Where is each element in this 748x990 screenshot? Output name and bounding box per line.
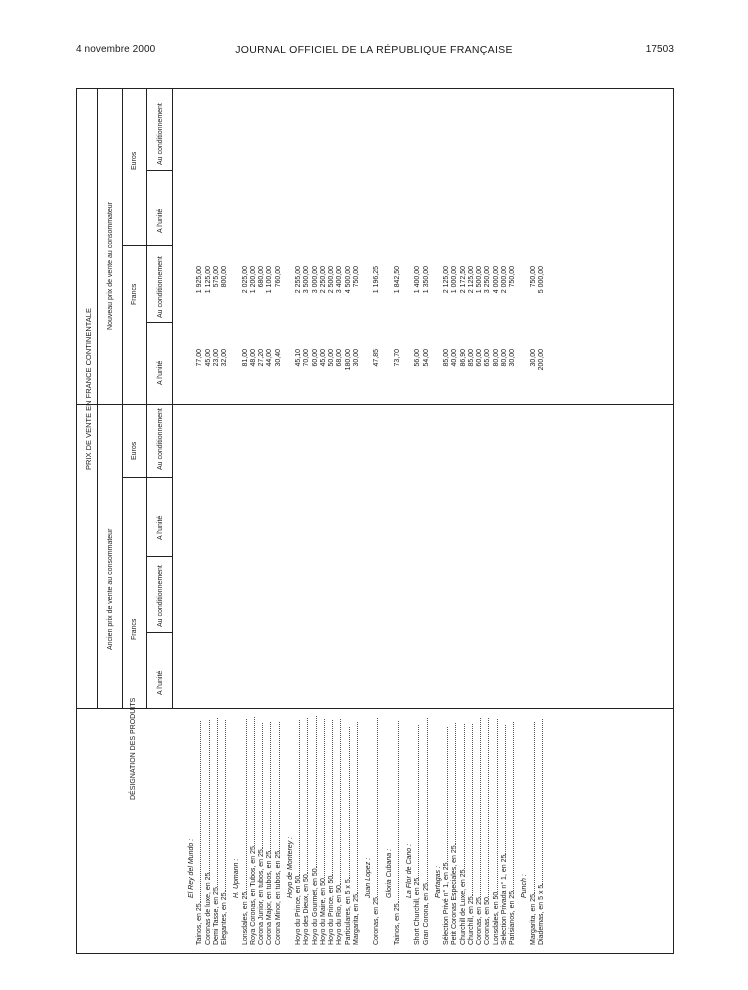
leader-dots (542, 719, 543, 885)
row-unit-price: 48,00 (249, 349, 257, 367)
leader-dots (262, 723, 263, 849)
row-designation (312, 716, 319, 945)
leader-dots (427, 718, 428, 884)
new-price-header: Nouveau prix de vente au consommateur (107, 201, 114, 330)
row-label: Hoyo du Prince, en 50 (328, 875, 335, 945)
row-unit-price: 40,00 (451, 349, 459, 367)
row-label: Hoyo des Dieux, en 50 (303, 874, 311, 945)
row-label: Roya Coronas, en Tubos, en 25 (249, 846, 257, 945)
row-unit-price: 32,00 (221, 349, 228, 367)
row-pack-price: 575,00 (212, 266, 220, 288)
row-pack-price: 4 500,00 (344, 266, 352, 294)
designation-header: DÉSIGNATION DES PRODUITS (130, 697, 137, 800)
row-designation (373, 718, 380, 945)
leader-dots (480, 718, 481, 897)
leader-dots (464, 724, 465, 870)
designation-divider (76, 708, 673, 709)
row-pack-price: 3 250,00 (484, 266, 492, 294)
row-designation (460, 724, 467, 945)
row-label: Coronas de luxe, en 25 (204, 872, 212, 945)
row-pack-price: 2 125,00 (467, 266, 475, 294)
row-pack-price: 1 125,00 (204, 266, 212, 294)
row-designation (484, 718, 491, 945)
row-pack-price: 2 500,00 (328, 266, 335, 294)
row-designation (250, 717, 257, 945)
row-pack-price: 2 255,00 (295, 266, 302, 294)
row-unit-price: 65,00 (484, 349, 492, 367)
leader-dots (200, 721, 201, 903)
row-unit-price: 45,10 (295, 349, 302, 367)
new-euro-unit-header: A l'unité (157, 208, 164, 233)
new-euro-pack-header: Au conditionnement (157, 103, 164, 165)
col-label-rule (172, 88, 173, 708)
rule-old-franc-cols (146, 632, 173, 633)
row-unit-price: 70,00 (303, 349, 311, 367)
new-franc-unit-header: A l'unité (157, 360, 164, 385)
row-unit-price: 81,00 (241, 349, 249, 367)
sub-header-rule (122, 88, 123, 708)
rule-old-francs-euros (122, 477, 173, 478)
row-pack-price: 1 196,25 (373, 266, 381, 294)
row-designation (530, 722, 537, 945)
row-unit-price: 30,00 (352, 349, 360, 367)
row-designation (196, 721, 203, 945)
row-designation (414, 725, 421, 945)
row-designation (423, 718, 430, 945)
row-label: Petit Coronas Especiales, en 25 (451, 845, 459, 945)
old-euro-unit-header: A l'unité (157, 515, 164, 540)
row-label: Corona Junior, en tubos, en 25 (258, 849, 265, 945)
old-francs-header: Francs (131, 618, 138, 640)
row-label: Parisianos, en 25 (509, 890, 516, 945)
row-label: Hoyo du Rio, en 50 (336, 885, 344, 945)
rule-old-euro-mid (146, 556, 173, 557)
row-label: Sélection Privé n° 1, en 25 (443, 862, 450, 945)
leader-dots (398, 721, 399, 903)
row-designation (275, 722, 282, 945)
row-unit-price: 73,70 (393, 349, 401, 367)
leader-dots (349, 727, 350, 879)
row-pack-price: 3 400,00 (336, 266, 344, 294)
leader-dots (340, 719, 341, 885)
group-label: Hoyo de Monterey : (286, 836, 294, 898)
main-header: PRIX DE VENTE EN FRANCE CONTINENTALE (84, 308, 93, 470)
row-label: Gran Corona, en 25 (422, 883, 430, 945)
group-label: Partagas : (434, 866, 442, 898)
rule-new-euro-cols (146, 170, 173, 171)
new-euros-header: Euros (131, 151, 138, 170)
row-label: Coronas, en 25 (476, 897, 483, 945)
row-pack-price: 1 842,50 (393, 266, 401, 294)
row-unit-price: 80,00 (500, 349, 508, 367)
row-unit-price: 56,00 (414, 349, 422, 367)
row-label: Tainos, en 25 (196, 903, 204, 945)
row-designation (336, 719, 343, 945)
row-pack-price: 750,00 (529, 266, 537, 288)
row-designation (258, 723, 265, 945)
group-label: Gloria Cubana : (385, 848, 393, 898)
leader-dots (357, 722, 358, 894)
row-label: Coronas, en 50 (484, 897, 492, 945)
row-pack-price: 1 400,00 (414, 266, 422, 294)
leader-dots (279, 722, 280, 851)
row-unit-price: 30,00 (529, 349, 537, 367)
group-label: Juan Lopez : (365, 857, 372, 898)
row-designation (476, 718, 483, 945)
row-pack-price: 1 350,00 (422, 266, 430, 294)
leader-dots (307, 718, 308, 874)
row-pack-price: 3 000,00 (311, 266, 319, 294)
row-label: Elegantes, en 25 (221, 892, 228, 945)
row-unit-price: 44,00 (266, 349, 274, 367)
leader-dots (447, 727, 448, 863)
row-designation (345, 727, 352, 945)
leader-dots (209, 720, 210, 872)
row-designation (295, 720, 302, 945)
row-pack-price: 1 200,00 (249, 266, 257, 294)
row-pack-price: 2 172,50 (459, 266, 467, 294)
row-unit-price: 23,00 (212, 349, 220, 367)
row-designation (266, 722, 273, 945)
leader-dots (418, 725, 419, 877)
leader-dots (455, 723, 456, 846)
row-designation (493, 719, 500, 945)
header-title: JOURNAL OFFICIEL DE LA RÉPUBLIQUE FRANÇAISE (235, 44, 513, 56)
row-designation (468, 724, 475, 945)
row-designation (320, 719, 327, 945)
row-pack-price: 750,00 (509, 266, 516, 288)
row-designation (538, 719, 545, 945)
row-designation (328, 720, 335, 945)
row-pack-price: 2 000,00 (500, 266, 508, 294)
leader-dots (324, 719, 325, 878)
row-unit-price: 200,00 (537, 349, 545, 371)
row-pack-price: 1 500,00 (476, 266, 483, 294)
row-unit-price: 85,00 (467, 349, 475, 367)
leader-dots (534, 722, 535, 894)
row-unit-price: 54,00 (422, 349, 430, 367)
row-pack-price: 680,00 (258, 266, 265, 288)
row-unit-price: 45,00 (319, 349, 327, 367)
leader-dots (488, 718, 489, 897)
old-franc-pack-header: Au conditionnement (157, 565, 164, 627)
row-designation (221, 720, 228, 945)
row-pack-price: 2 125,00 (443, 266, 450, 294)
row-unit-price: 60,00 (311, 349, 319, 367)
group-label: El Rey del Mundo : (188, 838, 195, 898)
leader-dots (472, 724, 473, 896)
row-label: Churchill de Luxe, en 25 (459, 869, 467, 945)
new-franc-pack-header: Au conditionnement (157, 256, 164, 318)
row-label: Lonsdales, en 50 (492, 891, 500, 945)
row-designation (242, 719, 249, 945)
row-unit-price: 45,00 (204, 349, 212, 367)
row-designation (205, 720, 212, 945)
row-pack-price: 760,00 (274, 266, 282, 288)
row-label: Selection Privada n° 1, en 25 (500, 854, 508, 945)
leader-dots (270, 722, 271, 851)
group-label: H. Upmann : (233, 858, 241, 898)
page-header (0, 0, 748, 70)
row-pack-price: 5 000,00 (537, 266, 545, 294)
rule-new-franc-cols (146, 322, 173, 323)
row-unit-price: 86,90 (459, 349, 467, 367)
leader-dots (316, 716, 317, 868)
currency-rule (146, 88, 147, 708)
leader-dots (225, 720, 226, 892)
new-francs-header: Francs (131, 283, 138, 305)
old-euro-pack-header: Au conditionnement (157, 408, 164, 470)
row-label: Tainos, en 25 (393, 903, 401, 945)
leader-dots (217, 718, 218, 887)
row-designation (451, 723, 458, 945)
row-pack-price: 1 100,00 (266, 266, 274, 294)
row-label: Margarita, en 25 (529, 894, 537, 945)
row-pack-price: 1 000,00 (451, 266, 459, 294)
row-unit-price: 30,40 (274, 349, 282, 367)
row-pack-price: 2 250,00 (319, 266, 327, 294)
group-label: La Flor de Cano : (406, 843, 413, 898)
row-unit-price: 80,00 (492, 349, 500, 367)
row-label: Corona Minor, en tubos, en 25 (274, 850, 282, 945)
row-unit-price: 180,00 (344, 349, 352, 371)
row-label: Short Churchill, en 25 (414, 877, 422, 945)
leader-dots (497, 719, 498, 891)
row-designation (394, 721, 401, 945)
row-unit-price: 60,00 (476, 349, 483, 367)
row-unit-price: 77,00 (196, 349, 204, 367)
old-price-header: Ancien prix de vente au consommateur (107, 528, 114, 650)
old-franc-unit-header: A l'unité (157, 670, 164, 695)
row-unit-price: 68,00 (336, 349, 344, 367)
row-label: Particulares, en 5 x 5 (344, 879, 352, 945)
row-designation (509, 722, 516, 945)
row-label: Coronas, en 25 (373, 897, 381, 945)
rule-new-francs-euros (122, 245, 173, 246)
header-page-number: 17503 (645, 44, 674, 55)
row-pack-price: 4 000,00 (492, 266, 500, 294)
row-unit-price: 30,00 (509, 349, 516, 367)
row-label: Hoyo du Maire, en 50 (319, 878, 327, 945)
row-designation (213, 718, 220, 945)
row-designation (303, 718, 310, 945)
header-date: 4 novembre 2000 (76, 44, 156, 55)
row-unit-price: 50,00 (328, 349, 335, 367)
row-pack-price: 1 925,00 (196, 266, 204, 294)
row-pack-price: 3 500,00 (303, 266, 311, 294)
row-unit-price: 47,85 (373, 349, 381, 367)
row-pack-price: 750,00 (352, 266, 360, 288)
row-label: Hoyo du Prince, en 50 (295, 875, 302, 945)
old-euros-header: Euros (131, 441, 138, 460)
row-designation (501, 725, 508, 945)
leader-dots (299, 720, 300, 876)
group-label: Punch : (521, 874, 529, 898)
row-label: Corona Major, en tubos, en 25 (266, 850, 274, 945)
main-header-rule (97, 88, 98, 708)
row-label: Demi Tasse, en 25 (212, 887, 220, 945)
leader-dots (505, 725, 506, 854)
leader-dots (246, 719, 247, 891)
row-designation (353, 722, 360, 945)
row-label: Lonsdales, en 25 (241, 891, 249, 945)
row-designation (443, 727, 450, 945)
row-unit-price: 85,00 (443, 349, 450, 367)
leader-dots (254, 717, 255, 846)
row-label: Hoyo du Gourmet, en 50 (311, 868, 319, 945)
old-new-divider (76, 404, 673, 405)
row-label: Margarita, en 25 (352, 894, 360, 945)
leader-dots (332, 720, 333, 876)
row-pack-price: 2 025,00 (241, 266, 249, 294)
leader-dots (513, 722, 514, 891)
row-label: Diademas, en 5 x 5 (537, 884, 545, 945)
row-pack-price: 800,00 (221, 266, 228, 288)
leader-dots (377, 718, 378, 897)
row-label: Churchill, en 25 (467, 896, 475, 945)
row-unit-price: 27,20 (258, 349, 265, 367)
